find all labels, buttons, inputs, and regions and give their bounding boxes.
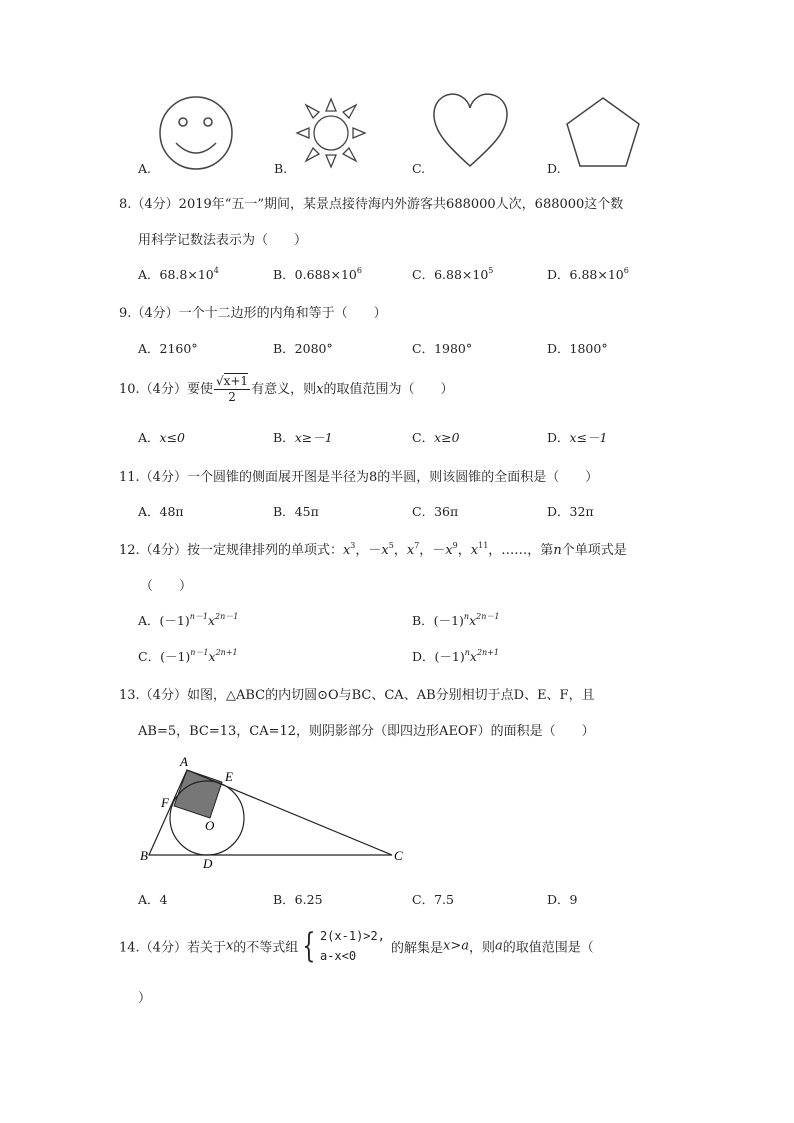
label-b: B [140,848,148,863]
q12-stem-line1: 12.（4分）按一定规律排列的单项式：$x^3$，$-x^5$，$x^7$，$-x^9$，$x^{11}$，……，第n个单项式是 [119,541,627,558]
q14-inequality-system: { 2(x-1)>2, a-x<0 [302,926,385,966]
shaded-quadrilateral-aeof [174,770,222,818]
q8-stem-line2: 用科学记数法表示为（ ） [138,233,308,248]
q12-option-a: A．$(-1)^{n-1}x^{2n-1}$ [138,612,239,628]
q11-option-d: D．32π [547,504,594,519]
q7-option-d-label: D. [547,161,561,176]
q11-option-b: B．45π [273,504,319,519]
q10-sqrt-numerator: √x+1 [215,374,249,388]
q13-triangle-figure [130,752,420,872]
q8-option-a: A．$68.8\times 10^4$ [138,266,219,282]
q12-option-c: C．$(-1)^{n-1}x^{2n+1}$ [138,648,238,664]
label-c: C [394,848,403,863]
q10-option-b: B．x≥－1 [273,430,333,445]
q10-stem: 10.（4分）要使 $\frac{√x+1}{2}$ 有意义，则x的取值范围为（ ） [119,374,454,404]
q13-option-b: B．6.25 [273,892,323,907]
label-o: O [205,818,215,833]
q9-option-b: B．2080° [273,341,333,356]
q13-stem-line2: AB=5，BC=13，CA=12，则阴影部分（即四边形AEOF）的面积是（ ） [138,724,595,739]
q9-stem: 9.（4分）一个十二边形的内角和等于（ ） [119,306,387,321]
label-e: E [225,769,233,784]
q12-option-d: D．$(-1)^nx^{2n+1}$ [412,648,499,664]
q14-stem-line2: ） [138,991,152,1006]
q8-stem-line1: 8.（4分）2019年“五一”期间，某景点接待海内外游客共688000人次，688000这个数 [119,197,624,212]
q7-figures [0,0,794,185]
q12-option-b: B．$(-1)^nx^{2n-1}$ [412,612,500,628]
q7-option-b-label: B. [274,161,288,176]
label-f: F [161,795,169,810]
q10-option-d: D．x≤－1 [547,430,608,445]
q9-option-c: C．1980° [412,341,473,356]
q13-option-d: D．9 [547,892,578,907]
q11-stem: 11.（4分）一个圆锥的侧面展开图是半径为8的半圆，则该圆锥的全面积是（ ） [119,470,599,485]
label-d: D [203,856,213,871]
heart-figure [434,94,507,166]
q9-option-a: A．2160° [138,341,198,356]
q11-option-c: C．36π [412,504,459,519]
q10-option-a: A．x≤0 [138,430,186,445]
q11-option-a: A．48π [138,504,184,519]
q9-option-d: D．1800° [547,341,608,356]
smiley-face-figure [160,97,232,169]
q7-option-c-label: C. [412,161,426,176]
q14-stem: 14.（4分）若关于x的不等式组 { 2(x-1)>2, a-x<0 的解集是x>a，则a的取值范围是（ [119,926,594,966]
q13-option-c: C．7.5 [412,892,454,907]
q10-option-c: C．x≥0 [412,430,460,445]
label-a: A [180,754,188,769]
q8-option-d: D．$6.88\times 10^6$ [547,266,629,282]
q8-option-c: C．$6.88\times 10^5$ [412,266,494,282]
q10-fraction: $\frac{√x+1}{2}$ [215,374,249,404]
q13-stem-line1: 13.（4分）如图，△ABC的内切圆⊙O与BC、CA、AB分别相切于点D、E、F，且 [119,688,595,703]
sun-figure [297,99,365,167]
q13-option-a: A．4 [138,892,168,907]
q7-option-a-label: A. [138,161,152,176]
pentagon-figure [567,98,639,166]
q8-option-b: B．$0.688\times 10^6$ [273,266,362,282]
q12-stem-line2: （ ） [140,579,193,594]
